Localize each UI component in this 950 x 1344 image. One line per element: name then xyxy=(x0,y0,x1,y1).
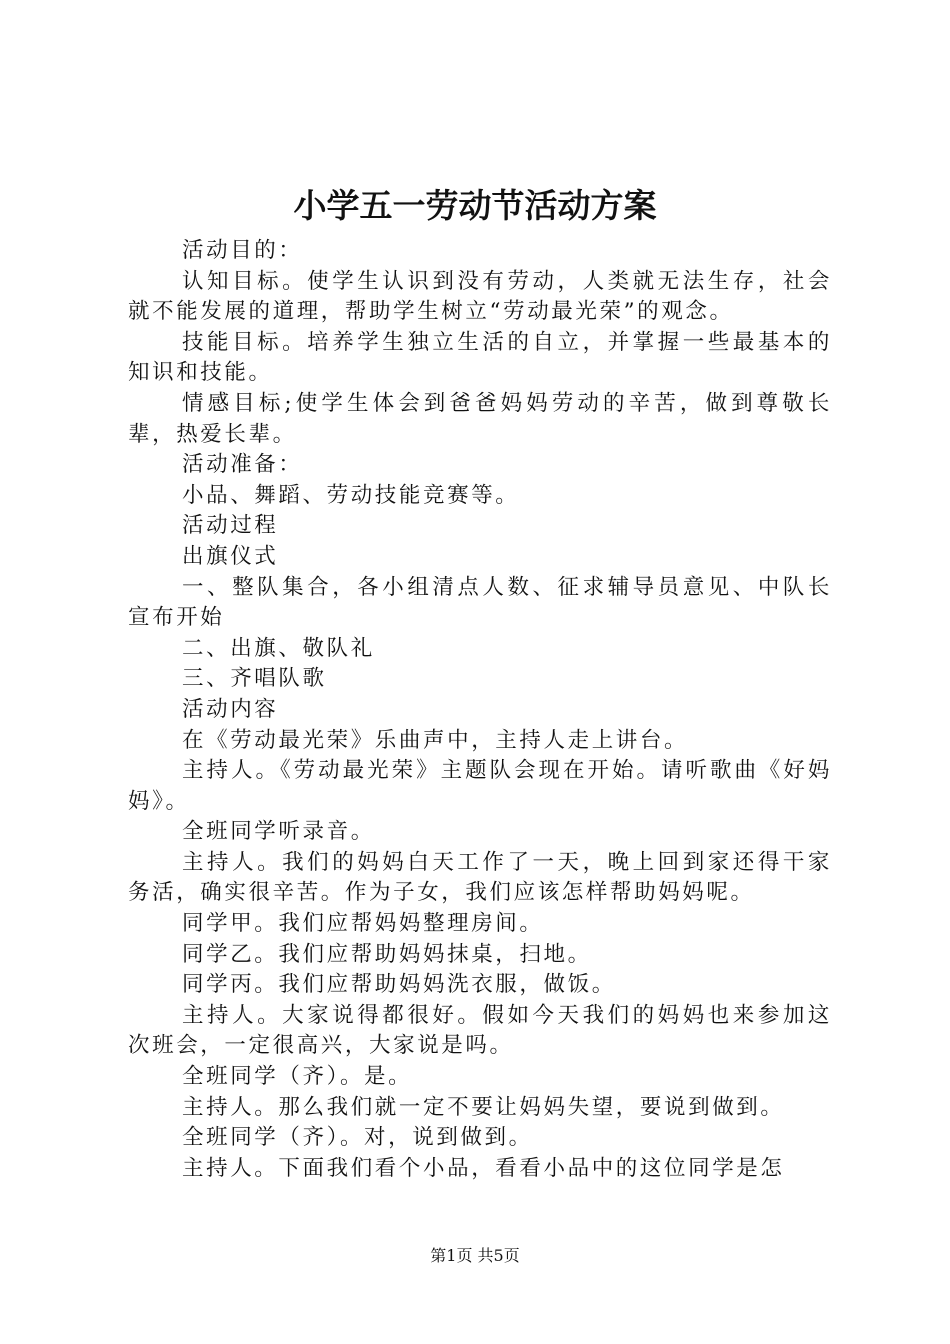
paragraph: 同学丙。我们应帮助妈妈洗衣服，做饭。 xyxy=(182,972,616,998)
paragraph: 活动过程 xyxy=(182,513,279,539)
document-title: 小学五一劳动节活动方案 xyxy=(293,186,657,225)
paragraph: 主持人。那么我们就一定不要让妈妈失望，要说到做到。 xyxy=(182,1094,785,1120)
paragraph: 二、出旗、敬队礼 xyxy=(182,635,375,661)
paragraph: 活动准备： xyxy=(182,452,303,478)
page-footer xyxy=(0,1245,950,1267)
paragraph: 全班同学听录音。 xyxy=(182,819,375,845)
paragraph: 主持人。我们的妈妈白天工作了一天，晚上回到家还得干家务活，确实很辛苦。作为子女，我们应该怎样帮助妈妈呢。 xyxy=(128,849,832,906)
paragraph: 在《劳动最光荣》乐曲声中，主持人走上讲台。 xyxy=(182,727,689,753)
paragraph: 三、齐唱队歌 xyxy=(182,666,327,692)
page-number-label: 第1页 共5页 xyxy=(430,1246,520,1265)
paragraph: 全班同学（齐）。是。 xyxy=(182,1064,413,1090)
document-body xyxy=(128,236,832,1184)
paragraph: 主持人。《劳动最光荣》主题队会现在开始。请听歌曲《好妈妈》。 xyxy=(128,758,832,814)
paragraph: 活动目的： xyxy=(182,238,303,263)
paragraph: 同学甲。我们应帮妈妈整理房间。 xyxy=(182,911,544,937)
paragraph: 情感目标;使学生体会到爸爸妈妈劳动的辛苦，做到尊敬长辈，热爱长辈。 xyxy=(128,390,832,447)
paragraph: 主持人。下面我们看个小品，看看小品中的这位同学是怎 xyxy=(182,1155,785,1181)
paragraph: 一、整队集合，各小组清点人数、征求辅导员意见、中队长宣布开始 xyxy=(128,574,832,631)
paragraph: 技能目标。培养学生独立生活的自立，并掌握一些最基本的知识和技能。 xyxy=(128,329,832,386)
paragraph: 主持人。大家说得都很好。假如今天我们的妈妈也来参加这次班会，一定很高兴，大家说是吗。 xyxy=(128,1002,832,1059)
paragraph: 同学乙。我们应帮助妈妈抹桌，扫地。 xyxy=(182,941,592,967)
paragraph: 全班同学（齐）。对，说到做到。 xyxy=(182,1125,533,1151)
paragraph: 出旗仪式 xyxy=(182,543,279,569)
paragraph: 活动内容 xyxy=(182,696,279,722)
paragraph: 认知目标。使学生认识到没有劳动，人类就无法生存，社会就不能发展的道理，帮助学生树立“劳动最光荣”的观念。 xyxy=(128,268,832,325)
paragraph: 小品、舞蹈、劳动技能竞赛等。 xyxy=(182,482,520,508)
